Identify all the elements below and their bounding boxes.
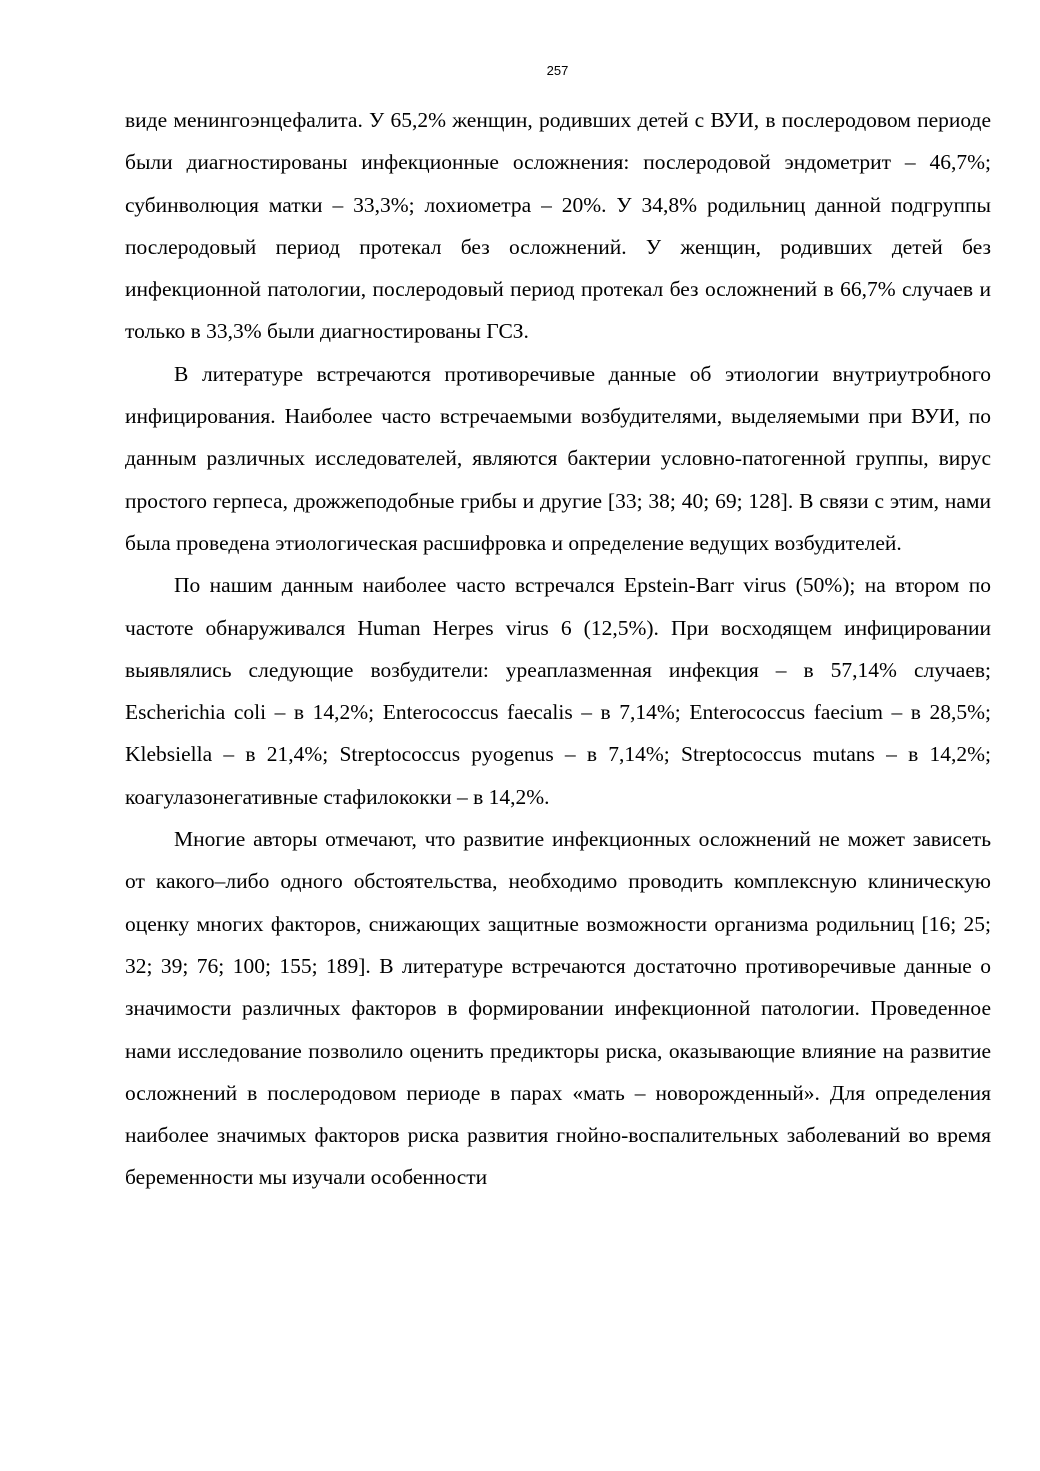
paragraph-2: В литературе встречаются противоречивые данные об этиологии внутриутробного инфицирования. Наиболее часто встречаемыми возбудителями, выделяемыми при ВУИ, по данным различных исследователей, являются бактерии условно-патогенной группы, вирус простого герпеса, дрожжеподобные грибы и другие [33; 38; 40; 69; 128]. В связи с этим, нами была проведена этиологическая расшифровка и определение ведущих возбудителей. xyxy=(125,361,991,555)
document-body xyxy=(125,99,991,1199)
paragraph-3: По нашим данным наиболее часто встречался Epstein-Barr virus (50%); на втором по частоте обнаруживался Human Herpes virus 6 (12,5%). При восходящем инфицировании выявлялись следующие возбудители: уреаплазменная инфекция – в 57,14% случаев; Escherichia coli – в 14,2%; Enterococcus faecalis – в 7,14%; Enterococcus faecium – в 28,5%; Klebsiella – в 21,4%; Streptococcus pyogenus – в 7,14%; Streptococcus mutans – в 14,2%; коагулазонегативные стафилококки – в 14,2%. xyxy=(125,573,991,809)
paragraph-4: Многие авторы отмечают, что развитие инфекционных осложнений не может зависеть от какого–либо одного обстоятельства, необходимо проводить комплексную клиническую оценку многих факторов, снижающих защитные возможности организма родильниц [16; 25; 32; 39; 76; 100; 155; 189]. В литературе встречаются достаточно противоречивые данные о значимости различных факторов в формировании инфекционной патологии. Проведенное нами исследование позволило оценить предикторы риска, оказывающие влияние на развитие осложнений в послеродовом периоде в парах «мать – новорожденный». Для определения наиболее значимых факторов риска развития гнойно-воспалительных заболеваний во время беременности мы изучали особенности xyxy=(125,827,991,1190)
page-number: 257 xyxy=(546,63,569,78)
paragraph-1: виде менингоэнцефалита. У 65,2% женщин, родивших детей с ВУИ, в послеродовом периоде были диагностированы инфекционные осложнения: послеродовой эндометрит – 46,7%; субинволюция матки – 33,3%; лохиометра – 20%. У 34,8% родильниц данной подгруппы послеродовый период протекал без осложнений. У женщин, родивших детей без инфекционной патологии, послеродовый период протекал без осложнений в 66,7% случаев и только в 33,3% были диагностированы ГСЗ. xyxy=(125,108,991,344)
